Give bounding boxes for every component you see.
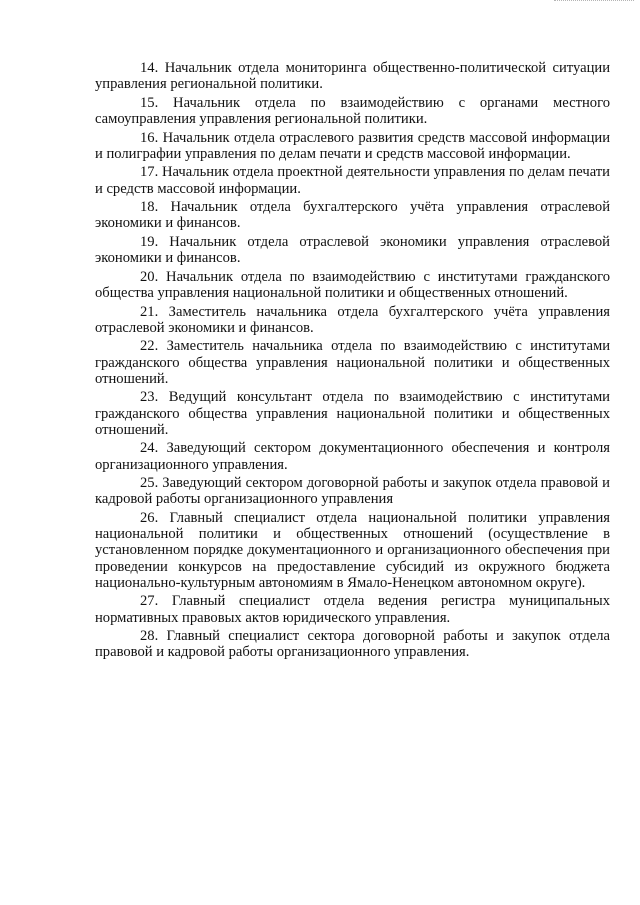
list-item-14: 14. Начальник отдела мониторинга общественно-политической ситуации управления региональной политики. (95, 60, 610, 93)
list-item-16: 16. Начальник отдела отраслевого развития средств массовой информации и полиграфии управления по делам печати и средств массовой информации. (95, 129, 610, 162)
page-edge-mark (554, 0, 634, 5)
list-item-27: 27. Главный специалист отдела ведения регистра муниципальных нормативных правовых актов юридического управления. (95, 593, 610, 626)
list-item-22: 22. Заместитель начальника отдела по взаимодействию с институтами гражданского общества управления национальной политики и общественных отношений. (95, 338, 610, 387)
list-item-23: 23. Ведущий консультант отдела по взаимодействию с институтами гражданского общества управления национальной политики и общественных отношений. (95, 389, 610, 438)
list-item-25: 25. Заведующий сектором договорной работы и закупок отдела правовой и кадровой работы организационного управления (95, 475, 610, 508)
list-item-26: 26. Главный специалист отдела национальной политики управления национальной политики и общественных отношений (осуществление в установленном порядке документационного и организационного обеспечения при проведении конкурсов на предоставление субсидий из окружного бюджета национально-культурным автономиям в Ямало-Ненецком автономном округе). (95, 509, 610, 591)
list-item-28: 28. Главный специалист сектора договорной работы и закупок отдела правовой и кадровой работы организационного управления. (95, 628, 610, 661)
list-item-24: 24. Заведующий сектором документационного обеспечения и контроля организационного управления. (95, 440, 610, 473)
document-body (95, 60, 610, 663)
list-item-20: 20. Начальник отдела по взаимодействию с институтами гражданского общества управления национальной политики и общественных отношений. (95, 268, 610, 301)
list-item-15: 15. Начальник отдела по взаимодействию с органами местного самоуправления управления региональной политики. (95, 94, 610, 127)
list-item-21: 21. Заместитель начальника отдела бухгалтерского учёта управления отраслевой экономики и финансов. (95, 303, 610, 336)
list-item-19: 19. Начальник отдела отраслевой экономики управления отраслевой экономики и финансов. (95, 233, 610, 267)
list-item-18: 18. Начальник отдела бухгалтерского учёта управления отраслевой экономики и финансов. (95, 199, 610, 232)
list-item-17: 17. Начальник отдела проектной деятельности управления по делам печати и средств массовой информации. (95, 164, 610, 197)
